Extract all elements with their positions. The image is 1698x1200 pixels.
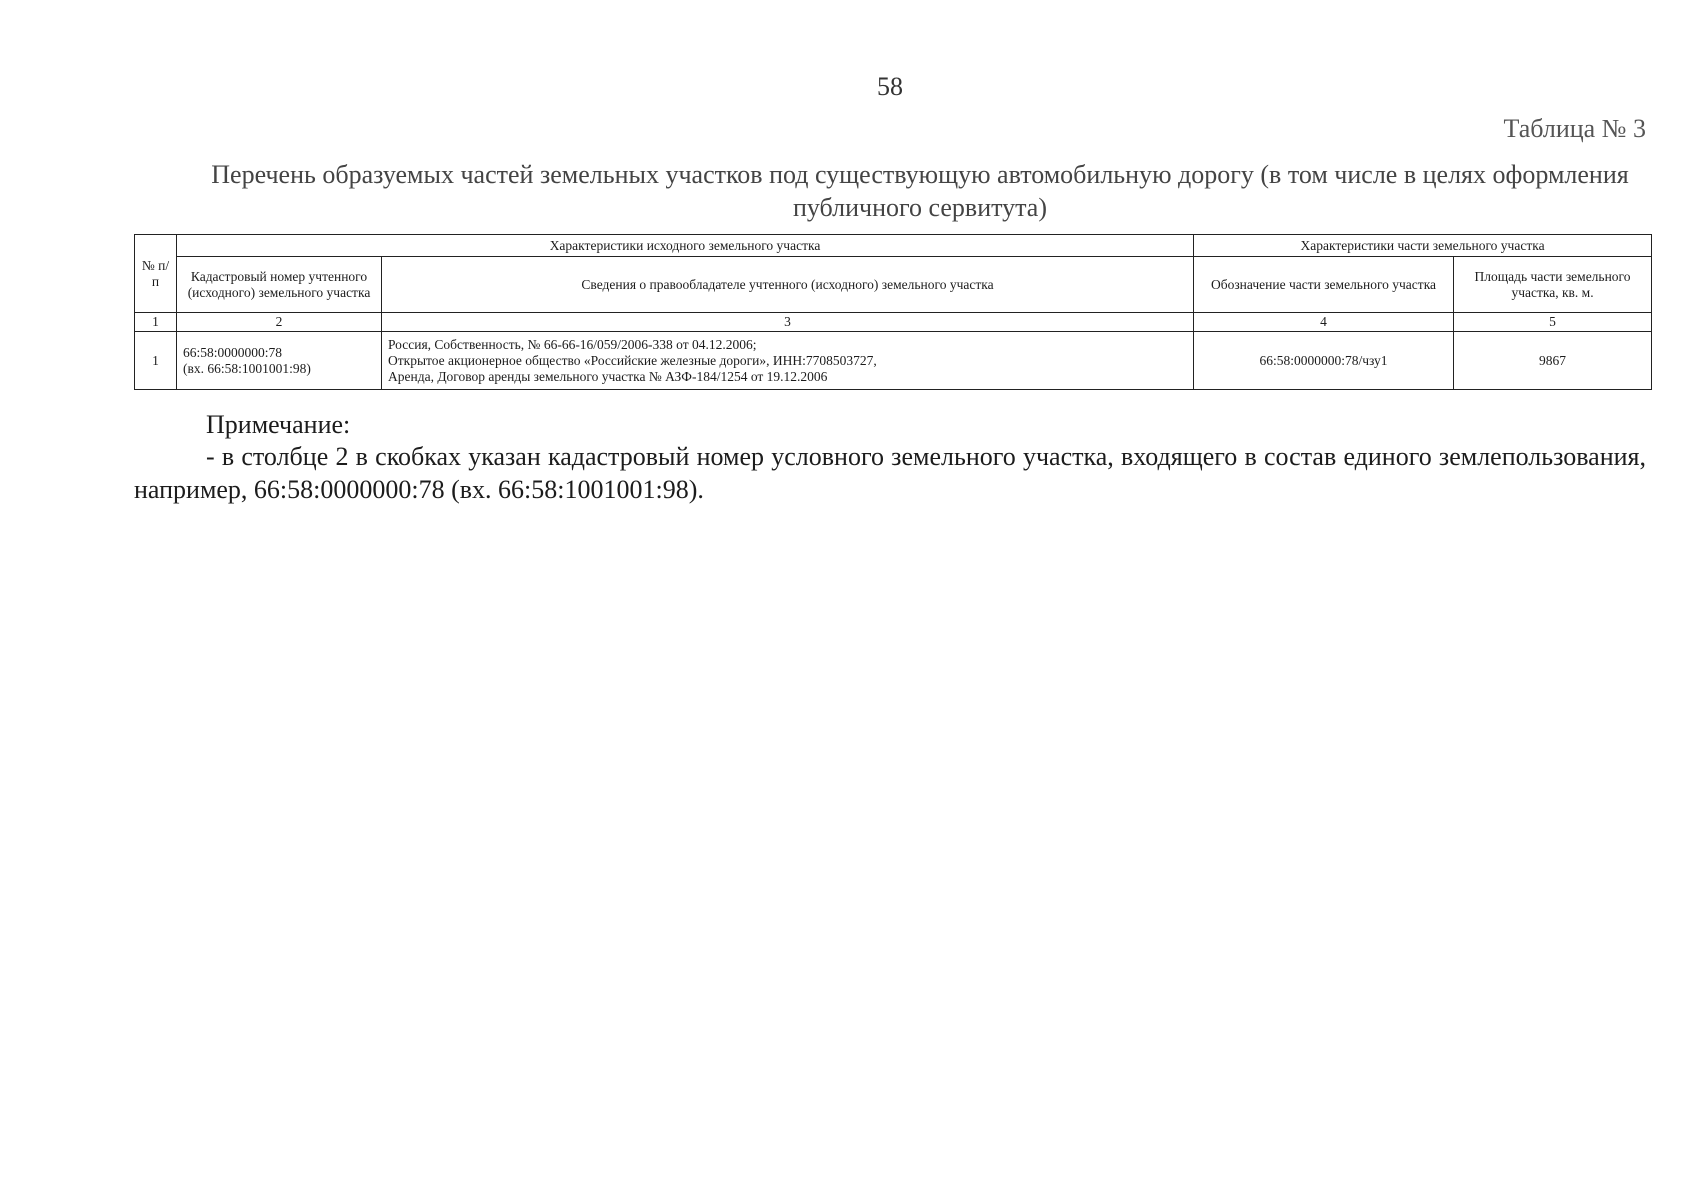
note-heading: Примечание: [206,410,351,439]
conditional-cadastral-number: (вх. 66:58:1001001:98) [183,360,311,376]
column-number: 4 [1194,313,1454,332]
document-title: Перечень образуемых частей земельных участков под существующую автомобильную дорогу (в том числе в целях оформления публичного сервитута) [211,160,1629,222]
cadastral-number: 66:58:0000000:78 [183,344,283,360]
table-label: Таблица № 3 [1503,114,1646,143]
header-part-area: Площадь части земельного участка, кв. м. [1454,257,1652,313]
cadastral-number-cell [177,332,382,390]
owner-info-cell [382,332,1194,390]
column-number-row [135,313,1652,332]
header-owner-info: Сведения о правообладателе учтенного (исходного) земельного участка [382,257,1194,313]
column-number: 2 [177,313,382,332]
header-cadastral-number: Кадастровый номер учтенного (исходного) земельного участка [177,257,382,313]
column-number: 5 [1454,313,1652,332]
part-designation: 66:58:0000000:78/чзу1 [1194,332,1454,390]
header-row-number: № п/п [135,235,177,313]
column-number: 1 [135,313,177,332]
table-row [135,332,1652,390]
owner-organization: Открытое акционерное общество «Российские железные дороги», ИНН:7708503727, [388,352,877,368]
lease-record: Аренда, Договор аренды земельного участка № АЗФ-184/1254 от 19.12.2006 [388,368,828,384]
ownership-record: Россия, Собственность, № 66-66-16/059/2006-338 от 04.12.2006; [388,336,757,352]
header-group-parcel-part: Характеристики части земельного участка [1194,235,1652,257]
parcel-parts-table [134,234,1652,390]
row-number: 1 [135,332,177,390]
part-area: 9867 [1454,332,1652,390]
page-number: 58 [877,72,903,101]
note-text: - в столбце 2 в скобках указан кадастровый номер условного земельного участка, входящего в состав единого землепользования, например, 66:58:0000000:78 (вх. 66:58:1001001:98). [134,442,1646,504]
column-number: 3 [382,313,1194,332]
header-part-designation: Обозначение части земельного участка [1194,257,1454,313]
header-group-source-parcel: Характеристики исходного земельного участка [177,235,1194,257]
